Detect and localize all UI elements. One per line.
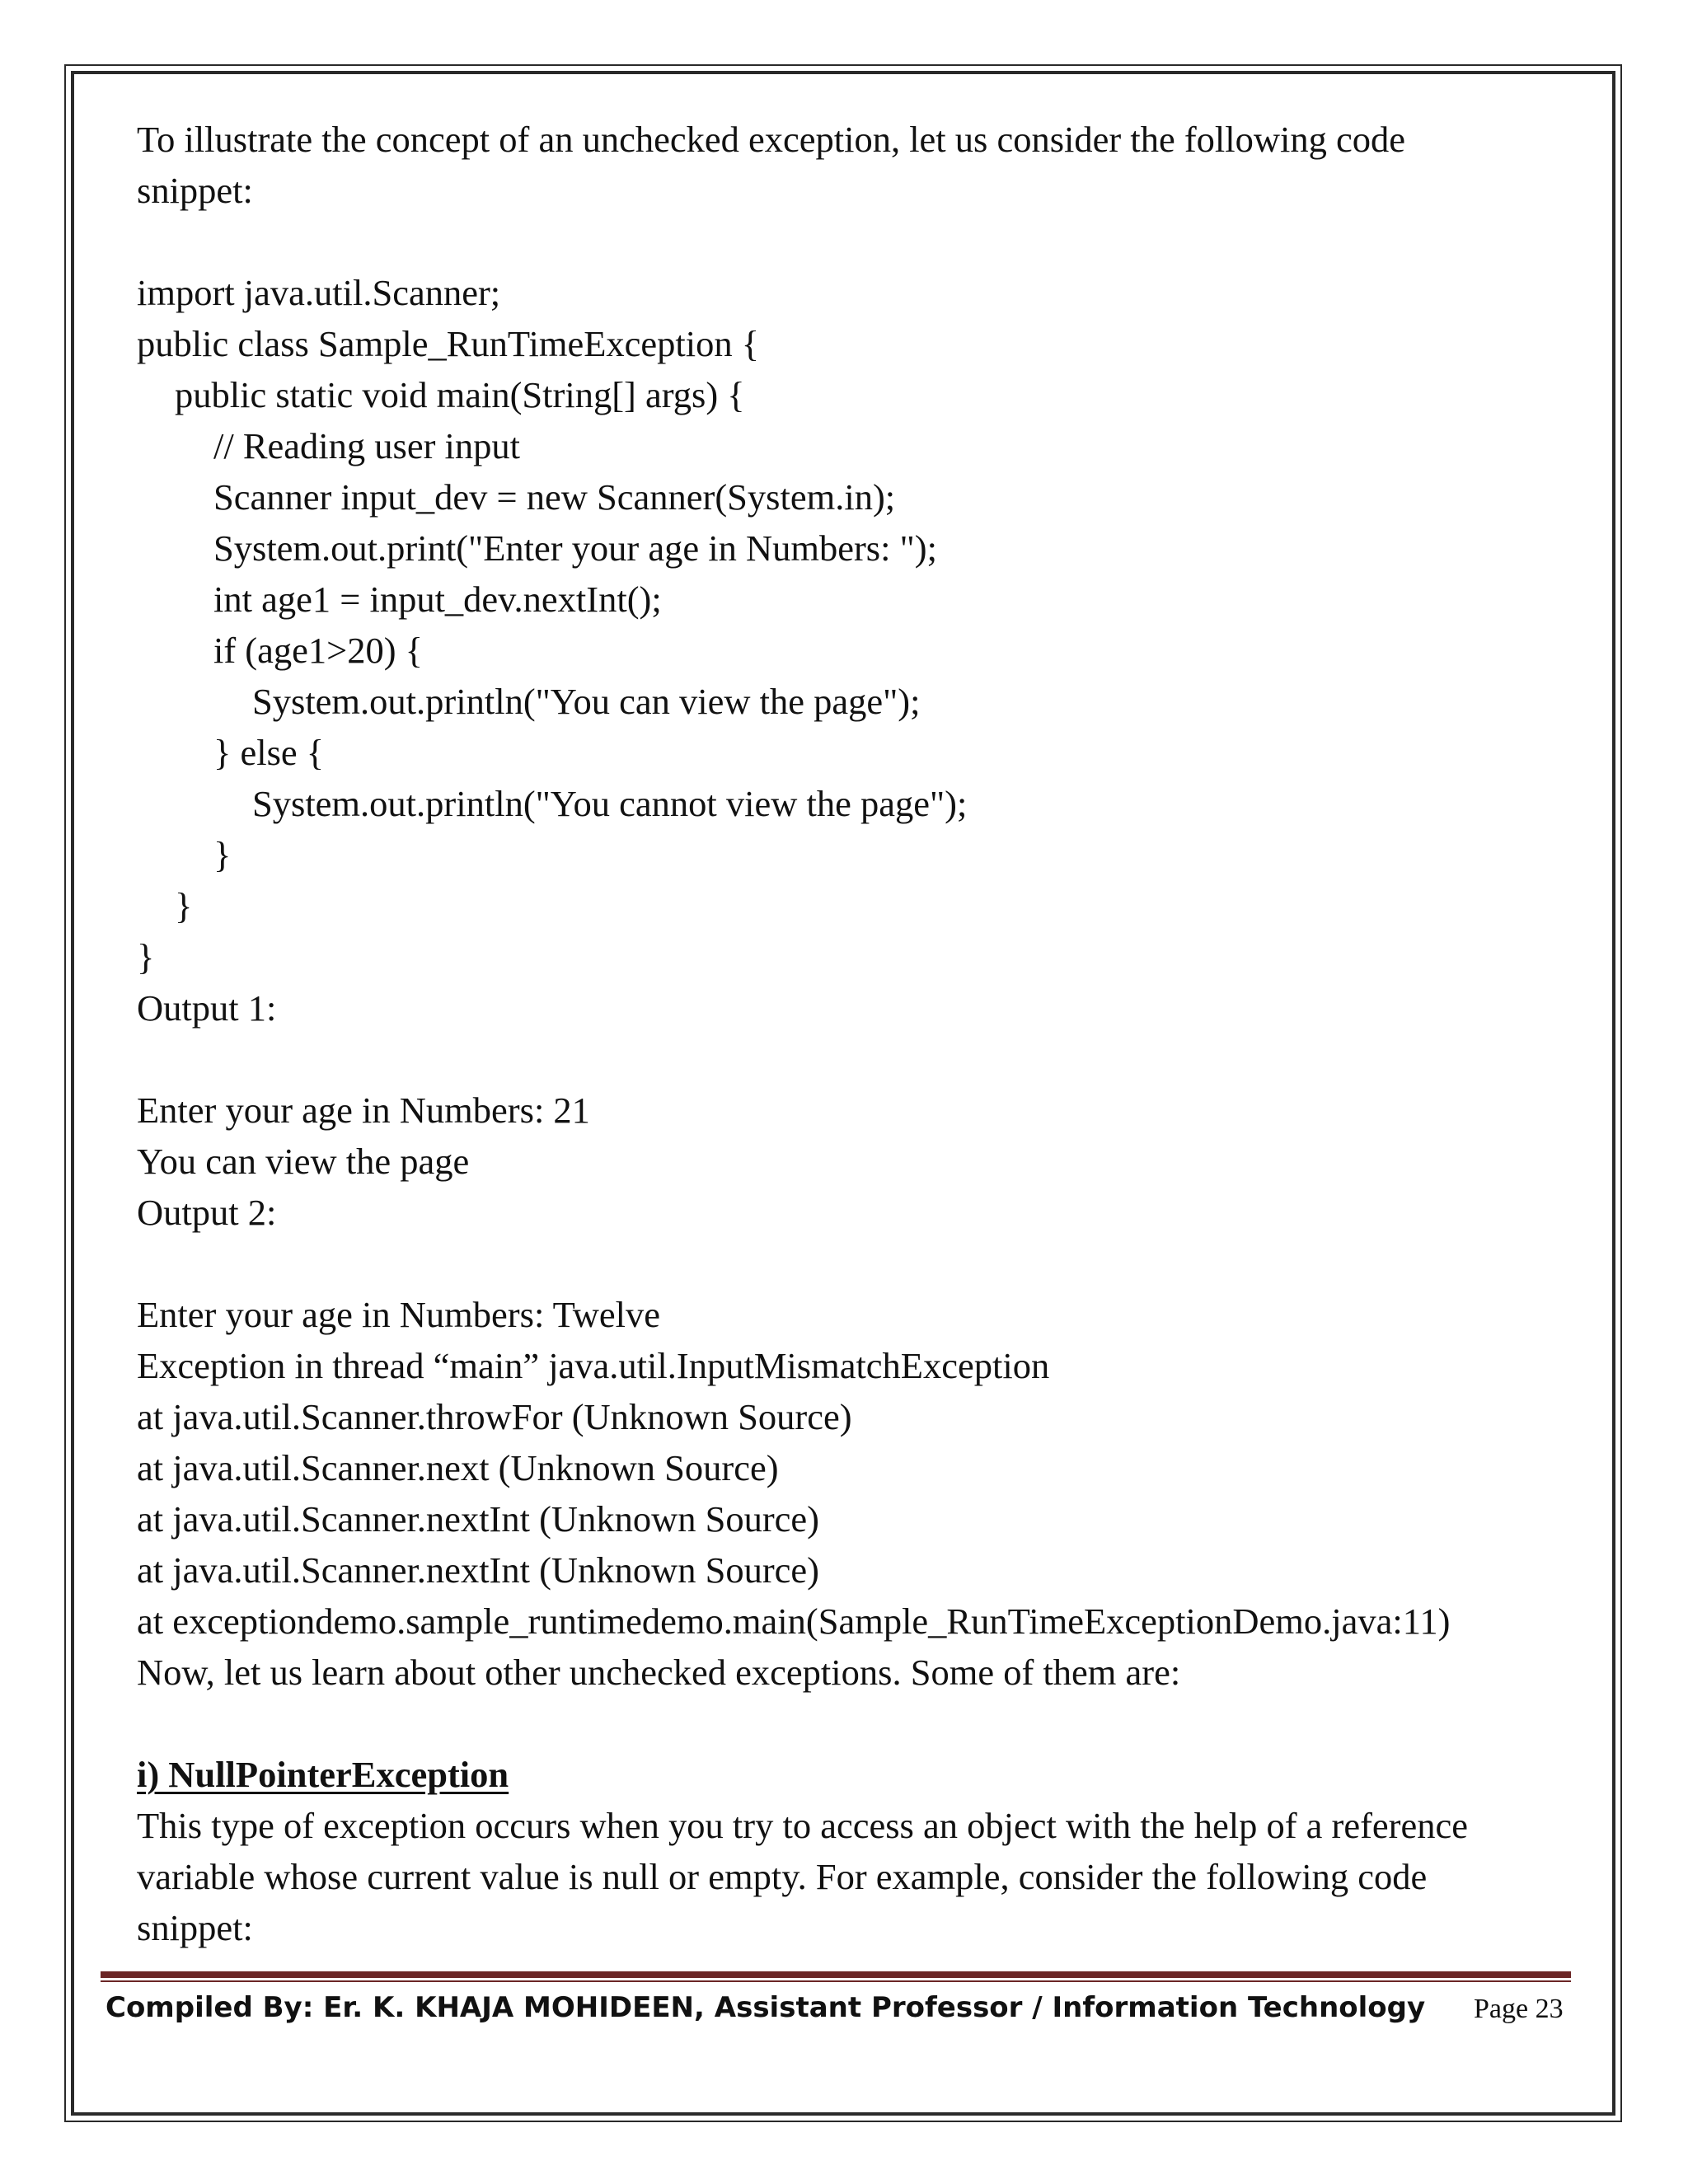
code-line: if (age1>20) {	[213, 630, 424, 671]
code-line: System.out.println("You cannot view the page");	[252, 783, 968, 824]
code-line: public static void main(String[] args) {	[175, 374, 745, 415]
section-body-line: variable whose current value is null or empty. For example, consider the following code	[137, 1856, 1428, 1897]
output-line: Exception in thread “main” java.util.InputMismatchException	[137, 1345, 1050, 1386]
section-body-line: snippet:	[137, 1907, 253, 1948]
code-snippet	[137, 267, 1571, 982]
blank-line	[137, 1238, 1571, 1289]
code-line: }	[137, 936, 155, 977]
output-line: at java.util.Scanner.next (Unknown Source)	[137, 1447, 779, 1488]
output-1-label: Output 1:	[137, 987, 277, 1029]
code-line: int age1 = input_dev.nextInt();	[213, 579, 662, 620]
output-line: You can view the page	[137, 1141, 470, 1182]
code-line: } else {	[213, 732, 325, 773]
section-heading: i) NullPointerException	[137, 1754, 509, 1795]
transition-text: Now, let us learn about other unchecked exceptions. Some of them are:	[137, 1652, 1181, 1693]
intro-text-line-1: To illustrate the concept of an unchecked exception, let us consider the following code	[137, 119, 1406, 160]
code-line: // Reading user input	[213, 425, 521, 466]
code-line: import java.util.Scanner;	[137, 272, 501, 313]
code-line: }	[213, 834, 232, 875]
output-line: at exceptiondemo.sample_runtimedemo.main(Sample_RunTimeExceptionDemo.java:11)	[137, 1601, 1451, 1642]
footer-page-number: Page 23	[1474, 1994, 1564, 2024]
blank-line	[137, 216, 1571, 267]
footer-rule-thin	[101, 1980, 1571, 1982]
section-body-line: This type of exception occurs when you try to access an object with the help of a reference	[137, 1805, 1468, 1846]
blank-line	[137, 1033, 1571, 1085]
output-line: at java.util.Scanner.nextInt (Unknown Source)	[137, 1498, 819, 1540]
intro-text-line-2: snippet:	[137, 170, 253, 211]
output-line: Enter your age in Numbers: 21	[137, 1090, 590, 1131]
code-line: Scanner input_dev = new Scanner(System.in);	[213, 476, 896, 518]
page-content	[137, 114, 1571, 1953]
output-line: at java.util.Scanner.throwFor (Unknown Source)	[137, 1396, 852, 1437]
output-line: Enter your age in Numbers: Twelve	[137, 1294, 660, 1335]
output-2-label: Output 2:	[137, 1192, 277, 1233]
footer-compiled-by: Compiled By: Er. K. KHAJA MOHIDEEN, Assistant Professor / Information Technology	[106, 1991, 1426, 2024]
code-line: }	[175, 885, 193, 926]
footer-rule	[101, 1971, 1571, 1978]
code-line: System.out.print("Enter your age in Numbers: ");	[213, 527, 937, 569]
output-line: at java.util.Scanner.nextInt (Unknown Source)	[137, 1549, 819, 1591]
code-line: public class Sample_RunTimeException {	[137, 323, 760, 364]
blank-line	[137, 1698, 1571, 1749]
code-line: System.out.println("You can view the page");	[252, 681, 921, 722]
